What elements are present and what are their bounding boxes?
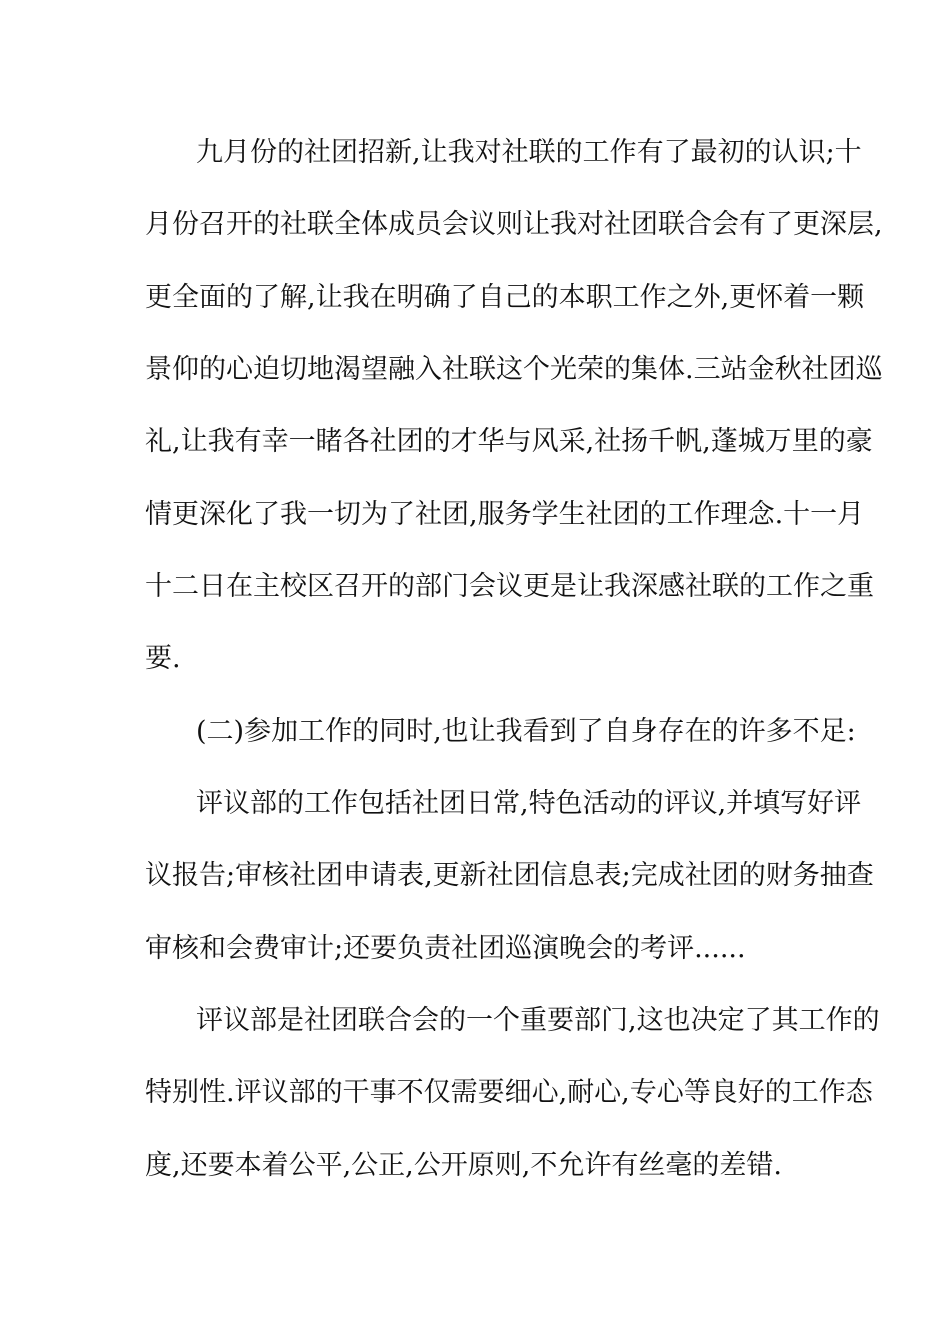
paragraph-1-line-2: 月份召开的社联全体成员会议则让我对社团联合会有了更深层,: [145, 209, 883, 240]
paragraph-2-line-3: 审核和会费审计;还要负责社团巡演晚会的考评......: [145, 933, 746, 964]
paragraph-2-line-2: 议报告;审核社团申请表,更新社团信息表;完成社团的财务抽查: [145, 860, 874, 891]
paragraph-1-line-6: 情更深化了我一切为了社团,服务学生社团的工作理念.十一月: [145, 499, 865, 530]
paragraph-2-line-1: 评议部的工作包括社团日常,特色活动的评议,并填写好评: [196, 788, 862, 819]
paragraph-1-line-4: 景仰的心迫切地渴望融入社联这个光荣的集体.三站金秋社团巡: [145, 354, 883, 385]
paragraph-1-line-3: 更全面的了解,让我在明确了自己的本职工作之外,更怀着一颗: [145, 282, 865, 313]
section-heading: (二)参加工作的同时,也让我看到了自身存在的许多不足:: [196, 716, 856, 747]
paragraph-1-line-8: 要.: [145, 643, 181, 674]
paragraph-3-line-2: 特别性.评议部的干事不仅需要细心,耐心,专心等良好的工作态: [145, 1077, 873, 1108]
paragraph-1-line-5: 礼,让我有幸一睹各社团的才华与风采,社扬千帆,蓬城万里的豪: [145, 426, 873, 457]
paragraph-1-line-7: 十二日在主校区召开的部门会议更是让我深感社联的工作之重: [145, 571, 874, 602]
paragraph-1-line-1: 九月份的社团招新,让我对社联的工作有了最初的认识;十: [196, 137, 862, 168]
paragraph-3-line-3: 度,还要本着公平,公正,公开原则,不允许有丝毫的差错.: [145, 1150, 782, 1181]
paragraph-3-line-1: 评议部是社团联合会的一个重要部门,这也决定了其工作的: [196, 1005, 880, 1036]
